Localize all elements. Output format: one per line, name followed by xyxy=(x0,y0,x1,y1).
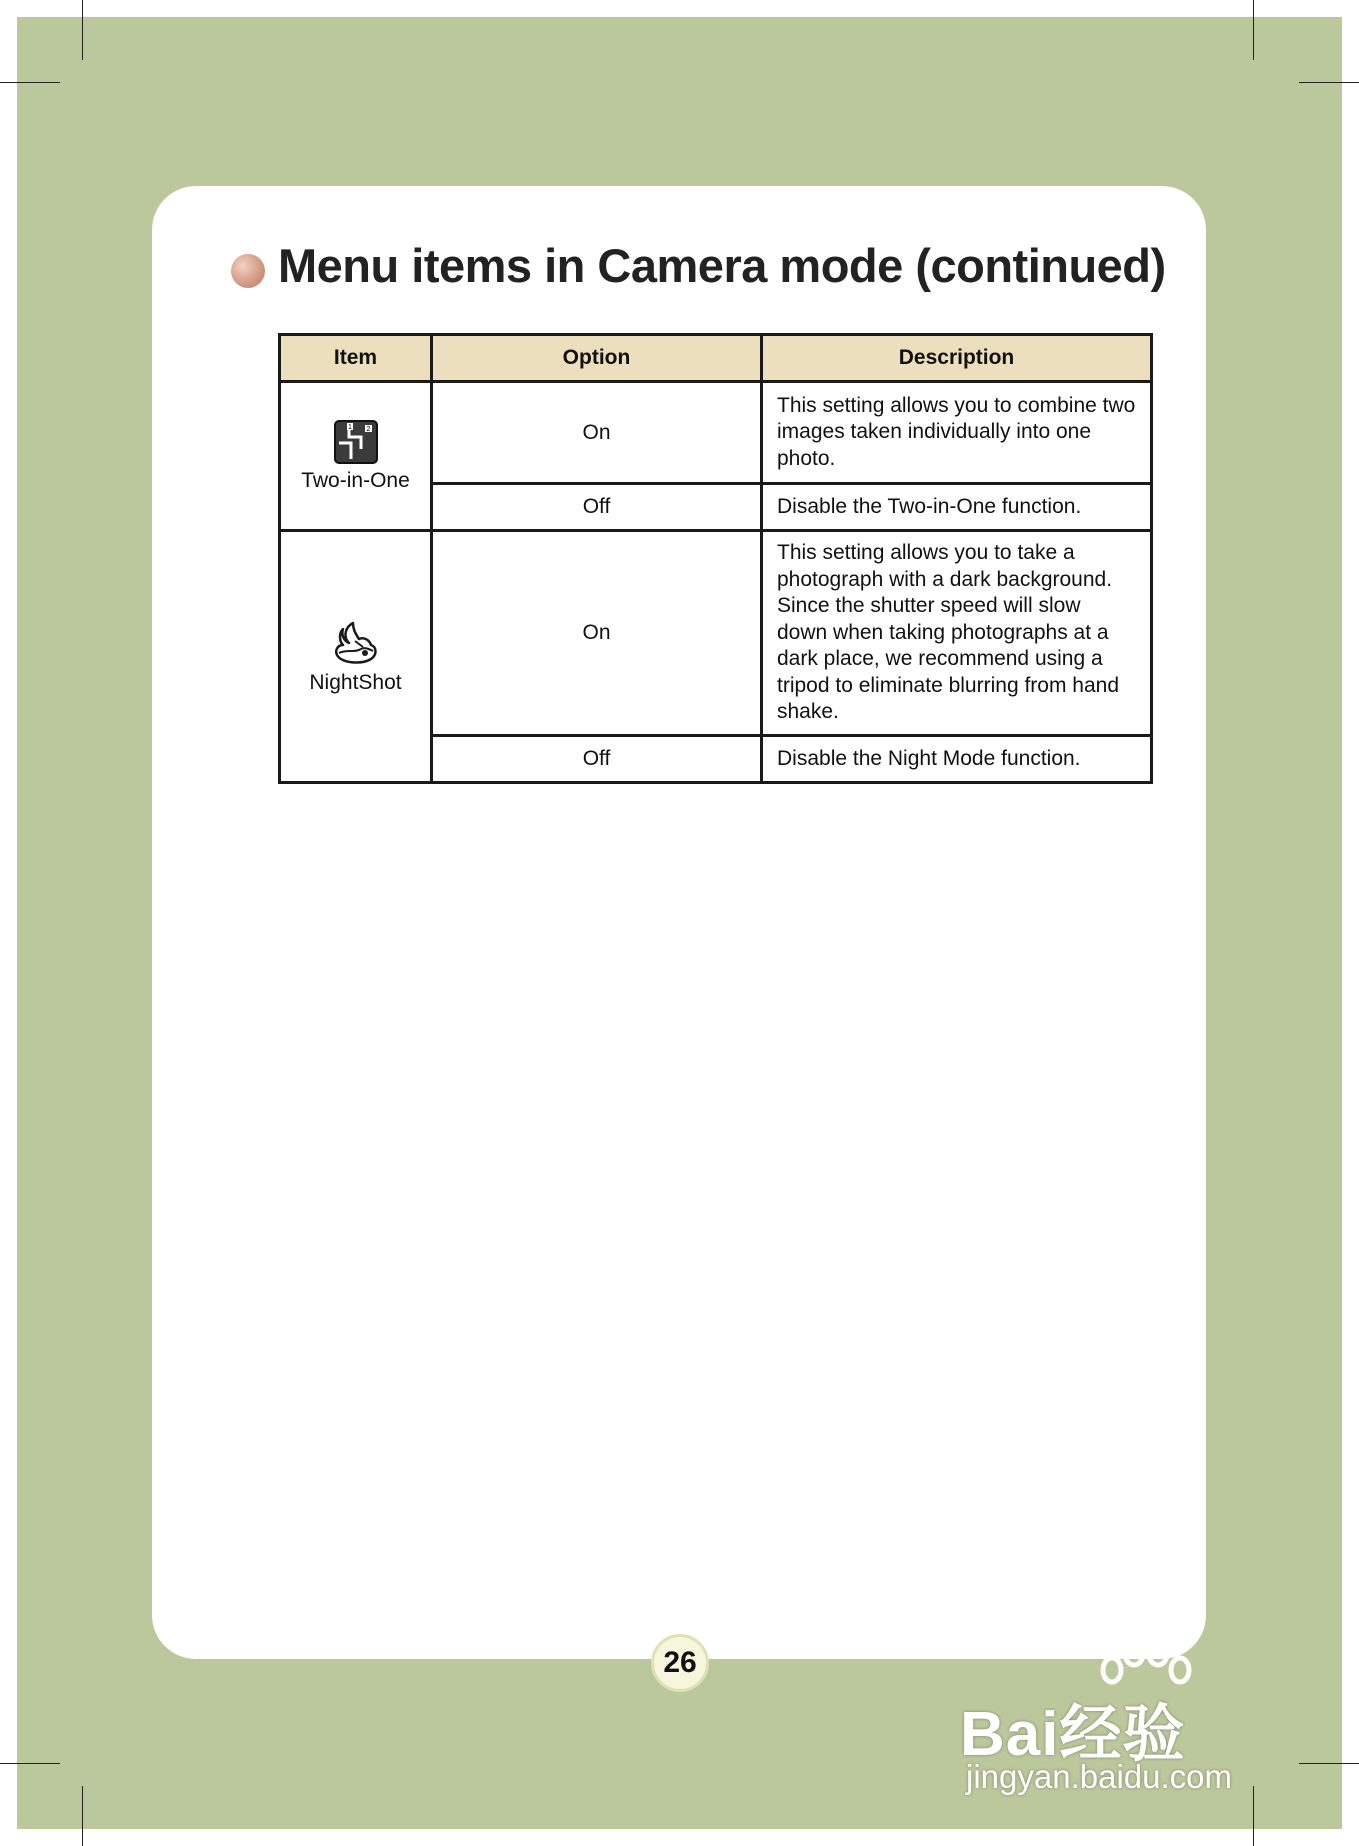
watermark-brand: Bai经验 xyxy=(960,1700,1186,1769)
description-cell: Disable the Two-in-One function. xyxy=(762,484,1152,531)
table-row xyxy=(280,382,1152,484)
svg-text:2: 2 xyxy=(366,426,370,433)
item-cell-two-in-one xyxy=(280,382,432,531)
header-option: Option xyxy=(432,335,762,382)
table-row xyxy=(280,531,1152,736)
trim-mark xyxy=(0,1763,60,1764)
table-header-row xyxy=(280,335,1152,382)
watermark-url: jingyan.baidu.com xyxy=(966,1758,1232,1795)
item-label: NightShot xyxy=(309,670,402,694)
menu-items-table xyxy=(278,333,1153,784)
item-cell-nightshot xyxy=(280,531,432,783)
trim-mark xyxy=(1299,1763,1359,1764)
trim-mark xyxy=(82,1786,83,1846)
svg-text:1: 1 xyxy=(347,424,352,431)
header-item: Item xyxy=(280,335,432,382)
option-cell: Off xyxy=(432,484,762,531)
header-description: Description xyxy=(762,335,1152,382)
nightshot-icon xyxy=(331,619,381,667)
trim-mark xyxy=(1253,0,1254,60)
item-label: Two-in-One xyxy=(301,469,410,492)
description-cell: This setting allows you to combine two images taken individually into one photo. xyxy=(762,382,1152,484)
watermark xyxy=(960,1640,1290,1800)
two-in-one-icon xyxy=(333,419,379,465)
page-number: 26 xyxy=(651,1634,709,1692)
trim-mark xyxy=(1299,82,1359,83)
option-cell: On xyxy=(432,531,762,736)
description-cell: This setting allows you to take a photograph with a dark background. Since the shutter speed will slow down when taking photographs at a dark place, we recommend using a tripod to eliminate blurring from hand shake. xyxy=(762,531,1152,736)
option-cell: Off xyxy=(432,736,762,783)
page-title: Menu items in Camera mode (continued) xyxy=(278,239,1166,292)
trim-mark xyxy=(0,82,60,83)
description-cell: Disable the Night Mode function. xyxy=(762,736,1152,783)
title-bullet-icon xyxy=(231,254,265,288)
option-cell: On xyxy=(432,382,762,484)
trim-mark xyxy=(82,0,83,60)
